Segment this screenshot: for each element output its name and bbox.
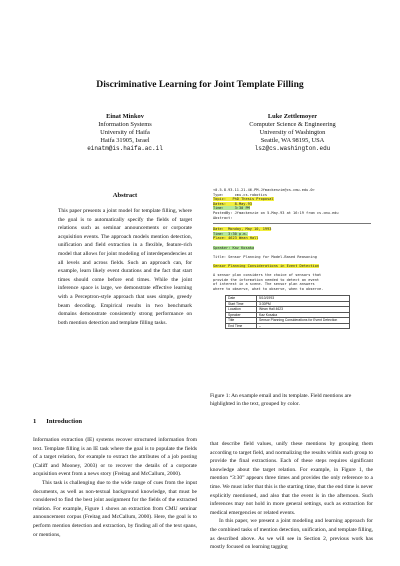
section-title: Introduction	[46, 418, 83, 425]
table-row: Speaker Kaz Kosaka	[226, 312, 350, 317]
table-row: Location Wean Hall 4623	[226, 307, 350, 312]
author-institution: University of Washington	[259, 129, 326, 136]
email-line-highlight: Place: 4623 Wean Hall	[213, 236, 259, 241]
author-name: Luke Zettlemoyer	[267, 113, 318, 120]
author-block-1	[50, 113, 200, 153]
abstract-heading: Abstract	[112, 192, 138, 199]
table-row: Date 5/10/1993	[226, 296, 350, 301]
author-address: Haifa 31905, Israel	[100, 137, 150, 144]
paper-title: Discriminative Learning for Joint Template Filling	[96, 79, 304, 90]
email-line: where to observe, what to observe, when to observe.	[213, 286, 324, 291]
email-line-highlight: Date: Monday, May 10, 1993	[213, 227, 272, 232]
email-body	[213, 227, 371, 291]
email-line: of interest in a scene. The sensor plan answers	[213, 282, 315, 287]
author-affiliation: Computer Science & Engineering	[249, 121, 336, 128]
table-row: End Time –	[226, 323, 350, 328]
figure-caption: Figure 1: An example email and its template. Field mentions are highlighted in the text, grouped by color.	[210, 393, 352, 408]
email-line-highlight: Dates: 8-May-93	[213, 201, 252, 206]
section-number: 1	[33, 418, 37, 425]
right-column-text	[210, 440, 373, 552]
paragraph: In this paper, we present a joint modeling and learning approach for the combined tasks of mention detection, unification, and template filling, as described above. As we will see in Section 2, previous work has mostly focused on learning tagging	[210, 518, 373, 551]
author-institution: University of Haifa	[100, 129, 150, 136]
author-block-2	[210, 113, 375, 153]
section-heading	[33, 418, 82, 425]
abstract-text: This paper presents a joint model for template filling, where the goal is to automatically specify the fields of target relations such as seminar announcements or corporate acquisition events. The approach models mention detection, unification and field extraction in a flexible, feature-rich model that allows for joint modeling of interdependencies at all levels and across fields. Such an approach can, for example, learn likely event durations and the fact that start times should come before end times. While the joint inference space is large, we demonstrate effective learning with a Perceptron-style approach that uses simple, greedy beam decoding. Empirical results in two benchmark domains demonstrate consistently strong performance on both mention detection and template filling tasks.	[58, 208, 192, 326]
email-line-highlight: Speaker: Kaz Kosaka	[213, 245, 255, 250]
table-row: Start Time 3:30PM	[226, 301, 350, 306]
table-row: Title Sensor Planning Considerations for Event Detection	[226, 318, 350, 323]
figure-1	[213, 188, 371, 380]
paragraph: Information extraction (IE) systems recover structured information from text. Template filling is an IE task where the goal is to populate the fields of a target relation, for example to extract the attributes of a job posting (Califf and Mooney, 2003) or to recover the details of a corporate acquisition event from a news story (Freitag and McCallum, 2000).	[33, 437, 197, 478]
author-email: lsz@cs.washington.edu	[254, 145, 331, 152]
email-line: Abstract:	[213, 215, 233, 220]
email-line: Title: Sensor Planning for Model-Based Reasoning	[213, 254, 317, 259]
author-address: Seattle, WA 98195, USA	[260, 137, 325, 144]
email-line: provide the information needed to detect an event	[213, 277, 320, 282]
author-name: Einat Minkov	[106, 113, 144, 120]
email-line: PostedBy: Jfmackenzie on 5-May-93 at 16:19 from cs.cmu.edu	[213, 210, 339, 215]
paragraph: that describe field values, unify these mentions by grouping them according to target field, and normalizing the results within each group to provide the final extractions. Each of these steps requires significant knowledge about the target relation. For example, in Figure 1, the mention “3:30” appears three times and provides the only reference to a time. We must infer that this is the starting time, that the end time is never explicitly mentioned, and also that the event is in the afternoon. Such inferences may not hold in more general settings, such as extraction for medical emergencies or related events.	[210, 441, 373, 516]
figure-divider	[213, 223, 371, 224]
author-email: einatm@is.haifa.ac.il	[87, 145, 163, 152]
author-affiliation: Information Systems	[98, 121, 152, 128]
email-line-highlight: Time: 3:30 PM	[213, 206, 250, 211]
email-line-highlight: Time: 3:30 p.m.	[213, 231, 248, 236]
email-line: A sensor plan considers the choice of sensors that	[213, 273, 322, 278]
template-table	[225, 295, 350, 328]
paragraph: This task is challenging due to the wide range of cues from the input documents, as well as non-textual background knowledge, that must be considered to find the best joint assignment for the fields of the extracted relation. For example, Figure 1 shows an extraction from CMU seminar announcement corpus (Freitag and McCallum, 2000). Here, the goal is to perform mention detection and extraction, by finding all of the text spans, or mentions,	[33, 479, 197, 538]
email-line: <0.5.8.93.11.21.46.PM.Jfmackenzie@cs.cmu.edu.0>	[213, 188, 315, 192]
email-line-highlight: Sensor Planning Considerations in Event Detection	[213, 263, 320, 268]
email-header	[213, 188, 371, 220]
intro-column	[33, 436, 197, 539]
email-line-highlight: Topic: PhD Thesis Proposal	[213, 197, 274, 202]
email-line: Type: cmu.cs.robotics	[213, 192, 268, 197]
